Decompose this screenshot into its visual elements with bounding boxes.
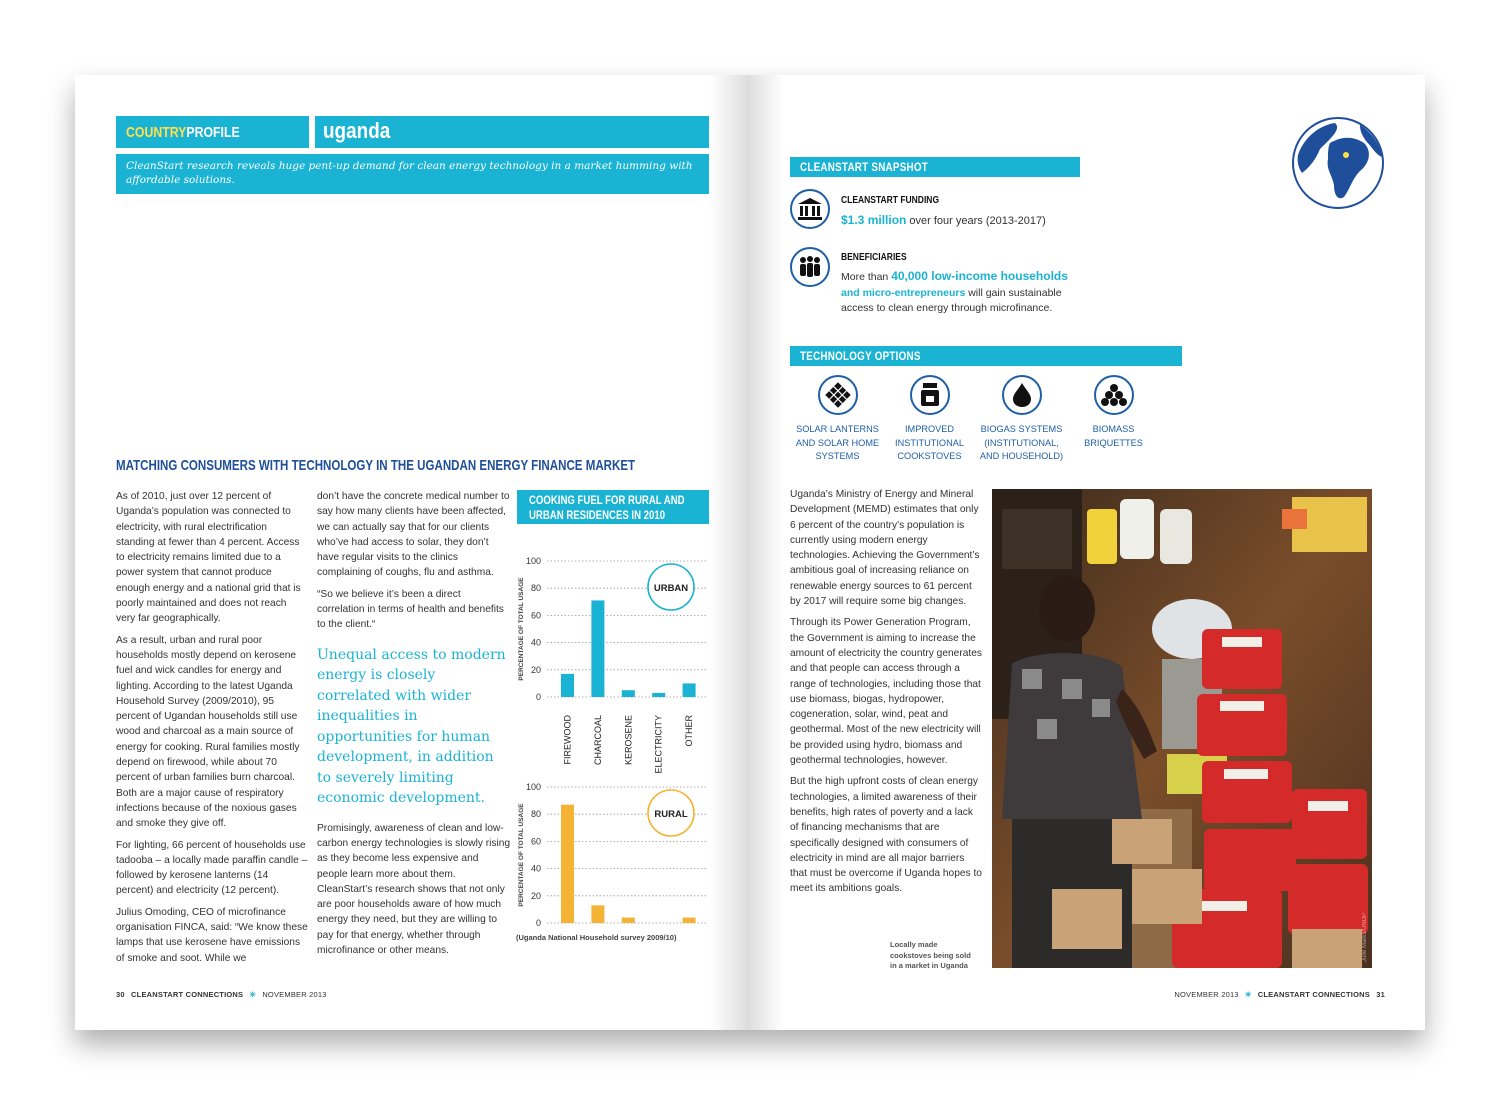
series-label: RURAL <box>654 809 688 820</box>
bar-kerosene <box>622 918 635 923</box>
market-photo <box>992 489 1372 968</box>
bar-kerosene <box>622 690 635 697</box>
bar-electricity <box>652 693 665 697</box>
y-tick-label: 40 <box>530 637 541 648</box>
cookstove-icon <box>910 375 950 415</box>
subtitle: CleanStart research reveals huge pent-up demand for clean energy technology in a market humming with affordable solutions. <box>126 160 693 186</box>
right-footer <box>1174 990 1385 999</box>
gutter-shadow <box>750 75 784 1030</box>
y-tick-label: 0 <box>535 692 541 702</box>
subtitle-bar <box>116 154 709 194</box>
rural-chart <box>518 782 707 928</box>
left-page <box>75 75 750 1030</box>
right-column <box>790 487 984 903</box>
bank-icon <box>790 189 830 229</box>
x-tick-label: KEROSENE <box>623 715 634 766</box>
snapshot-title-bar <box>790 157 1080 177</box>
bar-firewood <box>561 805 574 923</box>
publication-name: CLEANSTART CONNECTIONS <box>131 990 244 999</box>
magazine-spread <box>75 75 1425 1030</box>
y-tick-label: 100 <box>525 782 541 792</box>
chart-source: (Uganda National Household survey 2009/10) <box>516 933 677 942</box>
asterisk-icon: ✳ <box>1244 990 1252 999</box>
bar-other <box>683 918 696 923</box>
y-tick-label: 20 <box>530 890 541 901</box>
y-tick-label: 80 <box>530 583 541 594</box>
paragraph: “So we believe it’s been a direct correlation in terms of health and benefits to the client.“ <box>317 588 504 631</box>
tech-option: BIOGAS SYSTEMS (INSTITUTIONAL, AND HOUSEHOLD) <box>974 375 1069 464</box>
urban-chart <box>518 556 707 774</box>
pull-quote: Unequal access to modern energy is closely correlated with wider inequalities in opportunities for human development, in addition to severely limiting economic development. <box>317 646 506 807</box>
paragraph: Uganda’s Ministry of Energy and Mineral Development (MEMD) estimates that only 6 percent of the country’s population is currently using modern energy technologies. Achieving the Government’s ambitious goal of increasing reliance on renewable energy sources to 61 percent by 2017 will require some big changes. <box>790 489 980 608</box>
beneficiaries-label: BENEFICIARIES <box>841 252 907 263</box>
photo-caption: Locally made cookstoves being sold in a market in Uganda <box>890 940 971 970</box>
country-profile-bar <box>116 116 309 148</box>
column-1 <box>116 489 308 972</box>
country-title-bar <box>315 116 709 148</box>
flame-icon <box>1002 375 1042 415</box>
snapshot-title: CLEANSTART SNAPSHOT <box>800 160 929 174</box>
gutter-shadow <box>710 75 750 1030</box>
x-tick-label: ELECTRICITY <box>653 715 664 774</box>
y-tick-label: 100 <box>525 556 541 566</box>
country-title: uganda <box>323 118 391 143</box>
cooking-fuel-charts <box>511 545 711 945</box>
y-tick-label: 60 <box>530 610 541 621</box>
tech-option: SOLAR LANTERNS AND SOLAR HOME SYSTEMS <box>790 375 885 464</box>
asterisk-icon: ✳ <box>249 990 257 999</box>
people-icon <box>790 247 830 287</box>
paragraph: As of 2010, just over 12 percent of Uganda’s population was connected to electricity, with rural electrification standing at fewer than 4 percent. Access to electricity remains limited due to a power system that cannot produce enough energy and a national grid that is poorly maintained and does not reach very far geographically. <box>116 491 301 625</box>
y-tick-label: 80 <box>530 809 541 820</box>
paragraph: For lighting, 66 percent of households use tadooba – a locally made paraffin candle – followed by kerosene lanterns (14 percent) and electricity (12 percent). <box>116 839 308 897</box>
y-tick-label: 40 <box>530 863 541 874</box>
beneficiaries-text: More than 40,000 low-income households and micro-entrepreneurs will gain sustainable access to clean energy through microfinance. <box>841 269 1068 314</box>
right-page <box>750 75 1425 1030</box>
paragraph: As a result, urban and rural poor households mostly depend on kerosene fuel and wick candles for energy and lighting. According to the latest Uganda Household Survey (2009/2010), 95 percent of Ugandan households still use wood and charcoal as a main source of energy for cooking. Rural families mostly depend on firewood, while about 70 percent of urban families burn charcoal. Both are a major cause of respiratory infections because of the noxious gases and smoke they give off. <box>116 634 300 830</box>
y-axis-label: PERCENTAGE OF TOTAL USAGE <box>518 577 525 681</box>
series-label: URBAN <box>653 583 689 594</box>
bar-charcoal <box>591 905 604 923</box>
y-tick-label: 60 <box>530 836 541 847</box>
page-number: 30 <box>116 990 125 999</box>
tech-option: IMPROVED INSTITUTIONAL COOKSTOVES <box>882 375 977 464</box>
chart-title-bar <box>517 490 709 524</box>
issue-date: NOVEMBER 2013 <box>262 990 327 999</box>
bar-firewood <box>561 674 574 697</box>
y-tick-label: 0 <box>535 918 541 928</box>
column-2 <box>317 489 511 964</box>
section-title: MATCHING CONSUMERS WITH TECHNOLOGY IN THE UGANDAN ENERGY FINANCE MARKET <box>116 457 636 474</box>
page-number: 31 <box>1376 990 1385 999</box>
country-profile-label: COUNTRYPROFILE <box>126 124 240 141</box>
briquettes-icon <box>1094 375 1134 415</box>
x-tick-label: FIREWOOD <box>562 715 573 765</box>
photo-credit: Julie Marks/UNDP <box>1362 912 1368 962</box>
tech-option: BIOMASS BRIQUETTES <box>1066 375 1161 450</box>
paragraph: Promisingly, awareness of clean and low-carbon energy technologies is slowly rising as they become less expensive and people learn more about them. CleanStart’s research shows that not only are poor households aware of how much energy they need, but they are willing to pay for that energy, whether through microfinance or other means. <box>317 822 511 957</box>
left-footer <box>116 990 327 999</box>
paragraph: don’t have the concrete medical number to say how many clients have been affected, we can actually say that for our clients who’ve had access to solar, they don’t have regular visits to the clinics complaining of coughs, flu and asthma. <box>317 491 510 579</box>
funding-text: $1.3 million over four years (2013-2017) <box>841 213 1046 227</box>
globe-map-icon <box>1290 115 1386 211</box>
y-tick-label: 20 <box>530 664 541 675</box>
tech-title-bar <box>790 346 1182 366</box>
chart-title: COOKING FUEL FOR RURAL AND URBAN RESIDENCES IN 2010 <box>529 493 685 522</box>
bar-charcoal <box>591 600 604 697</box>
solar-panel-icon <box>818 375 858 415</box>
tech-title: TECHNOLOGY OPTIONS <box>800 349 921 363</box>
paragraph: But the high upfront costs of clean energy technologies, a limited awareness of their benefits, high rates of poverty and a lack of financing mechanisms that are specifically designed with consumers of electricity in mind are all major barriers that must be overcome if Uganda hopes to meet its ambitions goals. <box>790 776 982 895</box>
x-tick-label: CHARCOAL <box>592 715 603 766</box>
paragraph: Through its Power Generation Program, the Government is aiming to increase the amount of electricity the country generates and that people can access through a range of technologies, including those that use biomass, biogas, hydropower, cogeneration, solar, wind, peat and geothermal. Most of the new electricity will be provided using hydro, biomass and geothermal technologies, however. <box>790 617 982 767</box>
publication-name: CLEANSTART CONNECTIONS <box>1257 990 1370 999</box>
funding-label: CLEANSTART FUNDING <box>841 195 940 206</box>
issue-date: NOVEMBER 2013 <box>1174 990 1239 999</box>
tech-options <box>790 375 1190 470</box>
x-tick-label: OTHER <box>684 715 695 747</box>
bar-other <box>683 683 696 697</box>
y-axis-label: PERCENTAGE OF TOTAL USAGE <box>518 803 525 907</box>
paragraph: Julius Omoding, CEO of microfinance organisation FINCA, said: “We know these lamps that use kerosene have emissions of smoke and soot. While we <box>116 906 308 964</box>
